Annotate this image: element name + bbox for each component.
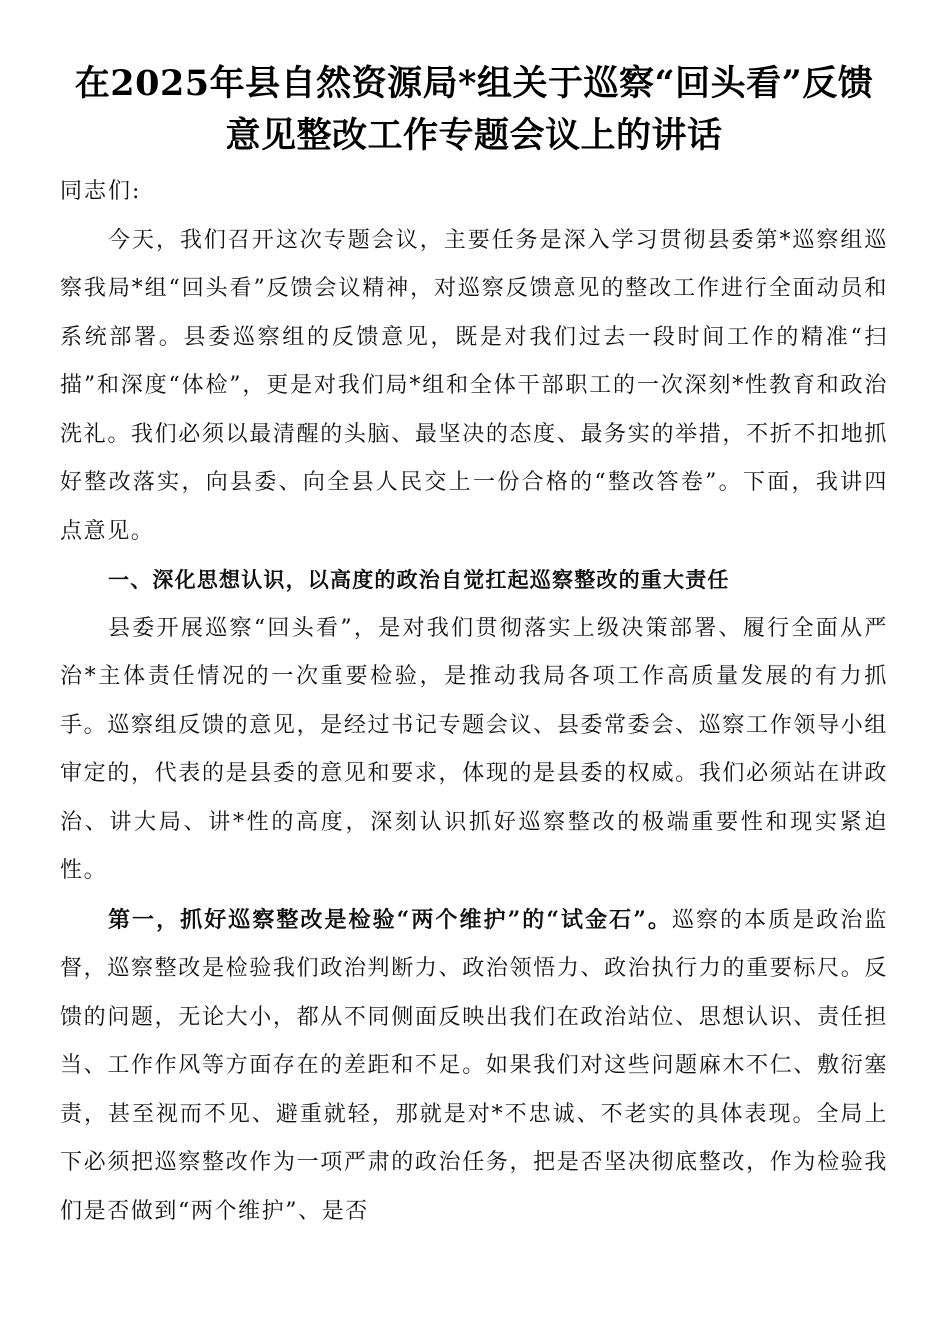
intro-paragraph: 今天，我们召开这次专题会议，主要任务是深入学习贯彻县委第*巡察组巡察我局*组“回头看”反馈会议精神，对巡察反馈意见的整改工作进行全面动员和系统部署。县委巡察组的反馈意见，既是对我们过去一段时间工作的精准“扫描”和深度“体检”，更是对我们局*组和全体干部职工的一次深刻*性教育和政治洗礼。我们必须以最清醒的头脑、最坚决的态度、最务实的举措，不折不扣地抓好整改落实，向县委、向全县人民交上一份合格的“整改答卷”。下面，我讲四点意见。 xyxy=(60,227,888,544)
document-title: 在2025年县自然资源局*组关于巡察“回头看”反馈意见整改工作专题会议上的讲话 xyxy=(74,63,874,156)
salutation: 同志们: xyxy=(60,179,142,204)
section-1-paragraph: 县委开展巡察“回头看”，是对我们贯彻落实上级决策部署、履行全面从严治*主体责任情况的一次重要检验，是推动我局各项工作高质量发展的有力抓手。巡察组反馈的意见，是经过书记专题会议、县委常委会、巡察工作领导小组审定的，代表的是县委的意见和要求，体现的是县委的权威。我们必须站在讲政治、讲大局、讲*性的高度，深刻认识抓好巡察整改的极端重要性和现实紧迫性。 xyxy=(60,615,888,883)
point-1-body: 巡察的本质是政治监督，巡察整改是检验我们政治判断力、政治领悟力、政治执行力的重要标尺。反馈的问题，无论大小，都从不同侧面反映出我们在政治站位、思想认识、责任担当、工作作风等方面存在的差距和不足。如果我们对这些问题麻木不仁、敷衍塞责，甚至视而不见、避重就轻，那就是对*不忠诚、不老实的具体表现。全局上下必须把巡察整改作为一项严肃的政治任务，把是否坚决彻底整改，作为检验我们是否做到“两个维护”、是否 xyxy=(60,907,888,1224)
point-1-paragraph xyxy=(60,896,888,1237)
section-1-heading: 一、深化思想认识，以高度的政治自觉扛起巡察整改的重大责任 xyxy=(108,568,730,592)
point-1-lead: 第一，抓好巡察整改是检验“两个维护”的“试金石”。 xyxy=(108,906,672,933)
